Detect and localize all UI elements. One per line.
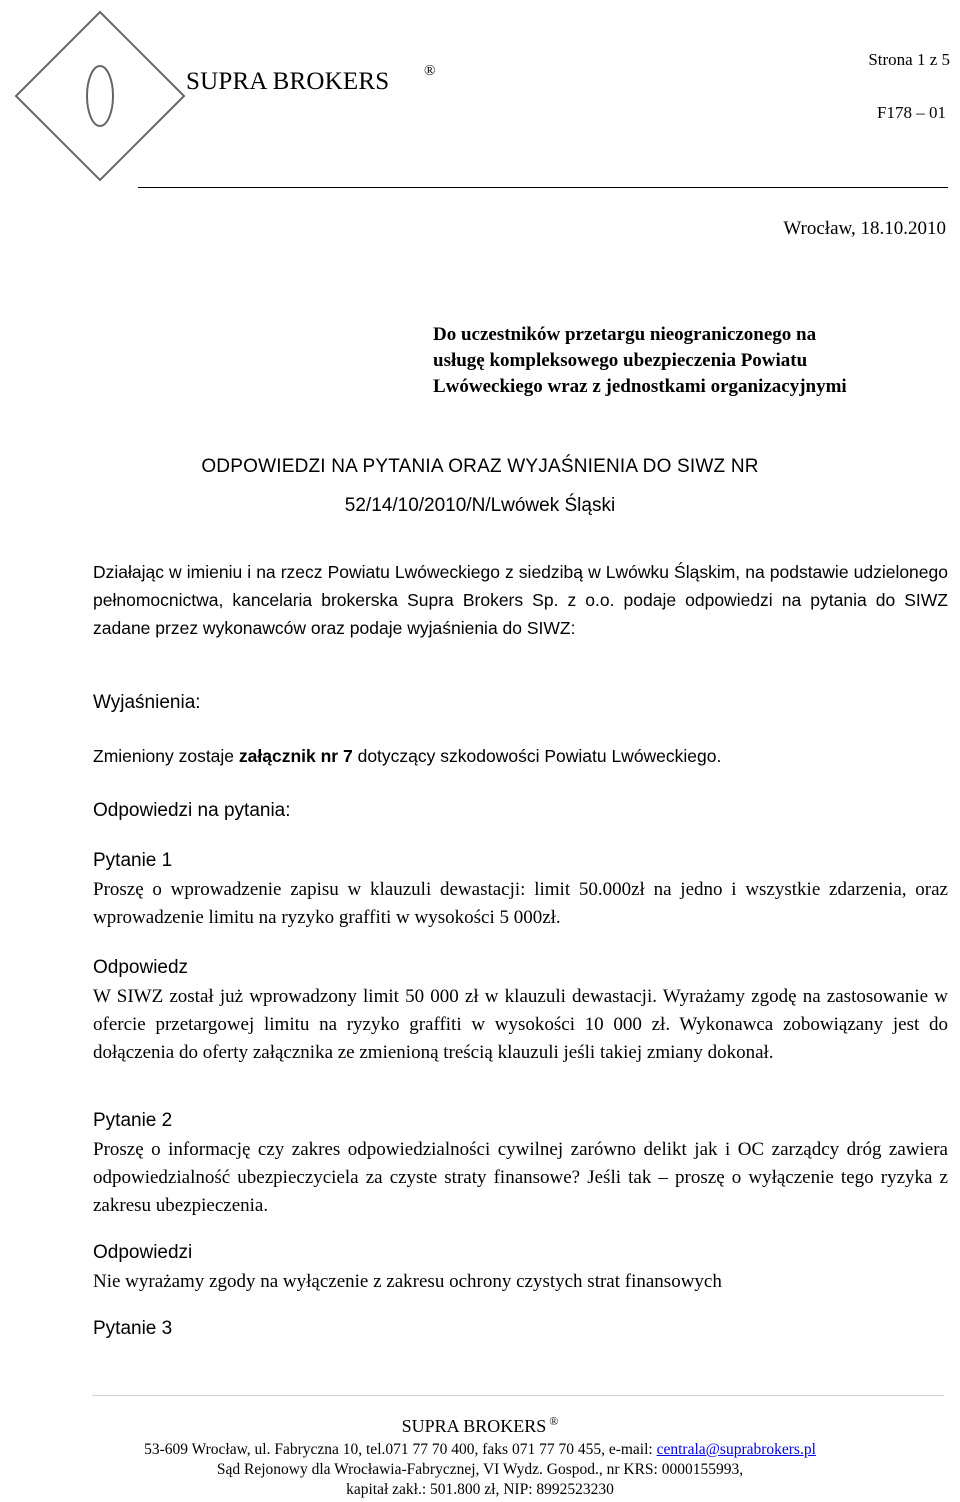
supra-brokers-logo-icon: [12, 6, 202, 186]
footer-capital: kapitał zakł.: 501.800 zł, NIP: 8992523230: [346, 1481, 614, 1498]
answer-label: Odpowiedz: [93, 957, 189, 978]
question-text: Proszę o informację czy zakres odpowiedzialności cywilnej zarówno delikt jak i OC zarządcy dróg zawiera odpowiedzialność ubezpieczyciela za czyste straty finansowe? Jeśli tak – proszę o wyłączenie tego ryzyka z zakresu ubezpieczenia.: [93, 1139, 948, 1216]
answers-label: Odpowiedzi na pytania:: [93, 800, 291, 821]
answer-text: W SIWZ został już wprowadzony limit 50 000 zł w klauzuli dewastacji. Wyrażamy zgodę na zastosowanie w ofercie przetargowej limitu na ryzyko graffiti w wysokości 10 000 zł. Wykonawca zobowiązany jest do dołączenia do oferty załącznika ze zmienioną treścią klauzuli jeśli takiej zmiany dokonał.: [93, 986, 948, 1063]
attachment-reference: załącznik nr 7: [238, 746, 353, 766]
registered-mark: ®: [424, 63, 436, 79]
answer-text: Nie wyrażamy zgody na wyłączenie z zakresu ochrony czystych strat finansowych: [93, 1271, 722, 1292]
header-divider: [138, 187, 948, 188]
question-label: Pytanie 2: [93, 1110, 173, 1131]
addressee-line: Lwóweckiego wraz z jednostkami organizacyjnymi: [433, 376, 847, 397]
date-line: Wrocław, 18.10.2010: [783, 218, 946, 239]
question-label: Pytanie 1: [93, 850, 173, 871]
brand-name: SUPRA BROKERS ®: [186, 63, 436, 95]
explanations-label: Wyjaśnienia:: [93, 692, 201, 713]
explanations-text: Zmieniony zostaje załącznik nr 7 dotyczący szkodowości Powiatu Lwóweckiego.: [93, 746, 722, 766]
email-link[interactable]: centrala@suprabrokers.pl: [656, 1441, 816, 1458]
intro-paragraph: Działając w imieniu i na rzecz Powiatu Lwóweckiego z siedzibą w Lwówku Śląskim, na podstawie udzielonego pełnomocnictwa, kancelaria brokerska Supra Brokers Sp. z o.o. podaje odpowiedzi na pytania do SIWZ zadane przez wykonawców oraz podaje wyjaśnienia do SIWZ:: [93, 562, 948, 638]
addressee-line: usługę kompleksowego ubezpieczenia Powiatu: [433, 350, 808, 371]
question-text: Proszę o wprowadzenie zapisu w klauzuli dewastacji: limit 50.000zł na jedno i wszystkie zdarzenia, oraz wprowadzenie limitu na ryzyko graffiti w wysokości 5 000zł.: [93, 879, 948, 928]
footer-address: 53-609 Wrocław, ul. Fabryczna 10, tel.071 77 70 400, faks 071 77 70 455, e-mail: centrala@suprabrokers.pl: [144, 1441, 816, 1458]
question-label: Pytanie 3: [93, 1318, 173, 1339]
answer-label: Odpowiedzi: [93, 1242, 193, 1263]
footer-divider: [92, 1395, 944, 1396]
footer-court: Sąd Rejonowy dla Wrocławia-Fabrycznej, VI Wydz. Gospod., nr KRS: 0000155993,: [216, 1461, 744, 1478]
document-title: ODPOWIEDZI NA PYTANIA ORAZ WYJAŚNIENIA DO SIWZ NR: [201, 456, 759, 477]
addressee-line: Do uczestników przetargu nieograniczonego na: [433, 324, 817, 345]
registered-mark: ®: [549, 1414, 559, 1428]
document-reference: 52/14/10/2010/N/Lwówek Śląski: [344, 495, 616, 516]
page-number: Strona 1 z 5: [868, 50, 950, 69]
footer-brand: SUPRA BROKERS ®: [401, 1414, 559, 1436]
addressee: [433, 322, 933, 400]
form-code: F178 – 01: [877, 103, 946, 122]
